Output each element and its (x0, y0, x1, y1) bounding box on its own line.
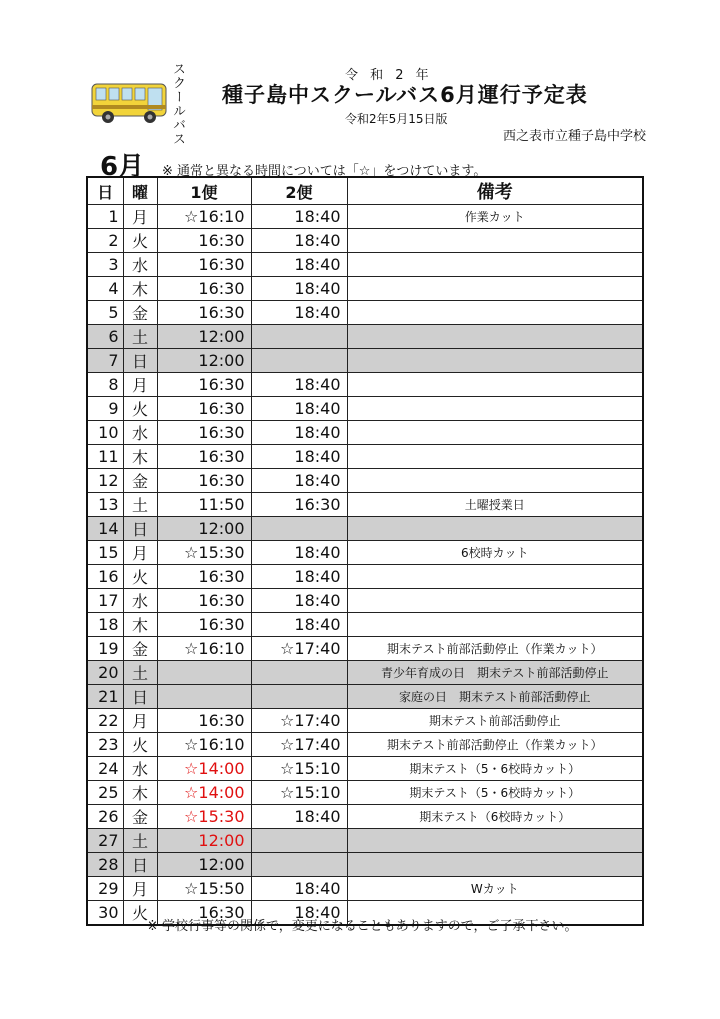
weekday-cell: 水 (123, 589, 157, 613)
bus2-time: 18:40 (251, 541, 347, 565)
remarks-cell: 期末テスト（5・6校時カット） (347, 781, 643, 805)
bus1-time (157, 661, 251, 685)
table-row (87, 805, 643, 829)
remarks-cell (347, 589, 643, 613)
bus2-time: ☆17:40 (251, 733, 347, 757)
bus2-time (251, 325, 347, 349)
weekday-cell: 木 (123, 277, 157, 301)
table-row (87, 229, 643, 253)
weekday-cell: 金 (123, 637, 157, 661)
weekday-cell: 土 (123, 661, 157, 685)
table-row (87, 253, 643, 277)
table-row (87, 277, 643, 301)
bus-vertical-label: スクールバス (170, 62, 185, 146)
bus2-time: 18:40 (251, 469, 347, 493)
day-cell: 6 (87, 325, 123, 349)
remarks-cell: 期末テスト前部活動停止（作業カット） (347, 637, 643, 661)
day-cell: 10 (87, 421, 123, 445)
remarks-cell: 期末テスト（6校時カット） (347, 805, 643, 829)
weekday-cell: 木 (123, 445, 157, 469)
remarks-cell (347, 565, 643, 589)
bus2-time: ☆17:40 (251, 637, 347, 661)
day-cell: 8 (87, 373, 123, 397)
bus2-time: 18:40 (251, 565, 347, 589)
remarks-cell (347, 613, 643, 637)
bus2-time: 18:40 (251, 589, 347, 613)
day-cell: 15 (87, 541, 123, 565)
day-cell: 22 (87, 709, 123, 733)
bus1-time: 16:30 (157, 469, 251, 493)
table-row (87, 877, 643, 901)
bus2-time: ☆17:40 (251, 709, 347, 733)
remarks-cell: 期末テスト前部活動停止 (347, 709, 643, 733)
bus2-time: 18:40 (251, 613, 347, 637)
table-row (87, 637, 643, 661)
weekday-cell: 木 (123, 781, 157, 805)
weekday-cell: 火 (123, 733, 157, 757)
day-cell: 14 (87, 517, 123, 541)
bus1-time: ☆15:50 (157, 877, 251, 901)
bus1-time: 11:50 (157, 493, 251, 517)
day-cell: 3 (87, 253, 123, 277)
weekday-cell: 日 (123, 685, 157, 709)
remarks-cell (347, 277, 643, 301)
table-row (87, 685, 643, 709)
bus2-time: 18:40 (251, 373, 347, 397)
remarks-cell (347, 829, 643, 853)
footer-note: ※ 学校行事等の関係で，変更になることもありますので，ご了承下さい。 (147, 919, 578, 934)
bus2-time: 18:40 (251, 805, 347, 829)
weekday-cell: 水 (123, 757, 157, 781)
bus1-time: ☆15:30 (157, 541, 251, 565)
weekday-cell: 木 (123, 613, 157, 637)
table-row (87, 709, 643, 733)
bus2-time: 18:40 (251, 421, 347, 445)
header-bus2: 2便 (251, 177, 347, 205)
bus2-time: 18:40 (251, 277, 347, 301)
weekday-cell: 火 (123, 565, 157, 589)
header-row (87, 177, 643, 205)
bus1-time: 16:30 (157, 421, 251, 445)
weekday-cell: 火 (123, 901, 157, 926)
weekday-cell: 火 (123, 229, 157, 253)
day-cell: 11 (87, 445, 123, 469)
bus2-time: 18:40 (251, 397, 347, 421)
bus1-time: 16:30 (157, 901, 251, 926)
table-row (87, 421, 643, 445)
bus2-time: 18:40 (251, 205, 347, 229)
day-cell: 5 (87, 301, 123, 325)
day-cell: 18 (87, 613, 123, 637)
weekday-cell: 月 (123, 877, 157, 901)
weekday-cell: 土 (123, 325, 157, 349)
table-row (87, 589, 643, 613)
table-row (87, 205, 643, 229)
page-title: 種子島中スクールバス6月運行予定表 (222, 83, 588, 107)
remarks-cell (347, 421, 643, 445)
bus2-time: 18:40 (251, 877, 347, 901)
remarks-cell (347, 397, 643, 421)
table-row (87, 301, 643, 325)
remarks-cell (347, 325, 643, 349)
bus1-time: 12:00 (157, 517, 251, 541)
weekday-cell: 日 (123, 853, 157, 877)
table-row (87, 445, 643, 469)
day-cell: 16 (87, 565, 123, 589)
day-cell: 2 (87, 229, 123, 253)
table-row (87, 397, 643, 421)
school-name: 西之表市立種子島中学校 (503, 129, 647, 144)
school-bus-icon (90, 78, 170, 126)
bus1-time: 12:00 (157, 829, 251, 853)
table-row (87, 565, 643, 589)
day-cell: 23 (87, 733, 123, 757)
weekday-cell: 火 (123, 397, 157, 421)
bus2-time (251, 685, 347, 709)
header-weekday: 曜 (123, 177, 157, 205)
bus1-time: 16:30 (157, 613, 251, 637)
weekday-cell: 月 (123, 709, 157, 733)
bus1-time: ☆16:10 (157, 637, 251, 661)
table-row (87, 325, 643, 349)
bus2-time (251, 517, 347, 541)
schedule-table (86, 176, 644, 926)
table-row (87, 853, 643, 877)
star-note: ※ 通常と異なる時間については「☆」をつけています。 (162, 164, 487, 179)
table-row (87, 493, 643, 517)
day-cell: 25 (87, 781, 123, 805)
remarks-cell (347, 517, 643, 541)
bus1-time: 16:30 (157, 253, 251, 277)
header-remarks: 備考 (347, 177, 643, 205)
bus2-time (251, 661, 347, 685)
day-cell: 30 (87, 901, 123, 926)
weekday-cell: 水 (123, 421, 157, 445)
bus1-time: 16:30 (157, 397, 251, 421)
bus2-time: 18:40 (251, 229, 347, 253)
remarks-cell (347, 349, 643, 373)
table-row (87, 349, 643, 373)
weekday-cell: 土 (123, 829, 157, 853)
day-cell: 26 (87, 805, 123, 829)
bus2-time: 16:30 (251, 493, 347, 517)
bus1-time: 16:30 (157, 589, 251, 613)
bus2-time: ☆15:10 (251, 781, 347, 805)
remarks-cell (347, 301, 643, 325)
weekday-cell: 金 (123, 301, 157, 325)
table-row (87, 757, 643, 781)
bus1-time: 16:30 (157, 373, 251, 397)
bus2-time: 18:40 (251, 253, 347, 277)
table-row (87, 613, 643, 637)
remarks-cell: 青少年育成の日 期末テスト前部活動停止 (347, 661, 643, 685)
table-row (87, 661, 643, 685)
edition-date: 令和2年5月15日版 (345, 112, 448, 126)
bus1-time: ☆14:00 (157, 781, 251, 805)
weekday-cell: 月 (123, 373, 157, 397)
bus1-time: 12:00 (157, 853, 251, 877)
remarks-cell: 期末テスト（5・6校時カット） (347, 757, 643, 781)
remarks-cell (347, 229, 643, 253)
weekday-cell: 土 (123, 493, 157, 517)
table-row (87, 781, 643, 805)
bus2-time (251, 853, 347, 877)
table-row (87, 541, 643, 565)
remarks-cell: 期末テスト前部活動停止（作業カット） (347, 733, 643, 757)
remarks-cell: 作業カット (347, 205, 643, 229)
bus2-time (251, 349, 347, 373)
era-year: 令 和 2 年 (345, 68, 433, 83)
bus1-time: ☆16:10 (157, 205, 251, 229)
bus1-time: 16:30 (157, 709, 251, 733)
day-cell: 21 (87, 685, 123, 709)
day-cell: 20 (87, 661, 123, 685)
day-cell: 29 (87, 877, 123, 901)
weekday-cell: 金 (123, 469, 157, 493)
weekday-cell: 日 (123, 517, 157, 541)
remarks-cell (347, 469, 643, 493)
remarks-cell: 土曜授業日 (347, 493, 643, 517)
bus1-time: 16:30 (157, 445, 251, 469)
table-row (87, 733, 643, 757)
day-cell: 27 (87, 829, 123, 853)
remarks-cell: 家庭の日 期末テスト前部活動停止 (347, 685, 643, 709)
table-row (87, 517, 643, 541)
remarks-cell (347, 253, 643, 277)
month-label: 6月 (100, 152, 145, 182)
bus1-time: 16:30 (157, 277, 251, 301)
weekday-cell: 月 (123, 541, 157, 565)
day-cell: 7 (87, 349, 123, 373)
bus1-time: 12:00 (157, 325, 251, 349)
day-cell: 9 (87, 397, 123, 421)
day-cell: 19 (87, 637, 123, 661)
day-cell: 4 (87, 277, 123, 301)
bus2-time: 18:40 (251, 301, 347, 325)
header-day: 日 (87, 177, 123, 205)
table-row (87, 373, 643, 397)
weekday-cell: 日 (123, 349, 157, 373)
bus1-time: ☆14:00 (157, 757, 251, 781)
table-row (87, 829, 643, 853)
day-cell: 1 (87, 205, 123, 229)
remarks-cell: Wカット (347, 877, 643, 901)
bus1-time (157, 685, 251, 709)
remarks-cell (347, 373, 643, 397)
bus1-time: 12:00 (157, 349, 251, 373)
table-row (87, 469, 643, 493)
bus2-time: ☆15:10 (251, 757, 347, 781)
bus2-time: 18:40 (251, 901, 347, 926)
remarks-cell (347, 445, 643, 469)
bus1-time: 16:30 (157, 301, 251, 325)
day-cell: 24 (87, 757, 123, 781)
remarks-cell: 6校時カット (347, 541, 643, 565)
bus1-time: ☆15:30 (157, 805, 251, 829)
weekday-cell: 水 (123, 253, 157, 277)
day-cell: 13 (87, 493, 123, 517)
day-cell: 17 (87, 589, 123, 613)
weekday-cell: 月 (123, 205, 157, 229)
header-bus1: 1便 (157, 177, 251, 205)
bus1-time: ☆16:10 (157, 733, 251, 757)
weekday-cell: 金 (123, 805, 157, 829)
bus2-time: 18:40 (251, 445, 347, 469)
day-cell: 28 (87, 853, 123, 877)
bus2-time (251, 829, 347, 853)
bus1-time: 16:30 (157, 565, 251, 589)
day-cell: 12 (87, 469, 123, 493)
bus1-time: 16:30 (157, 229, 251, 253)
remarks-cell (347, 853, 643, 877)
